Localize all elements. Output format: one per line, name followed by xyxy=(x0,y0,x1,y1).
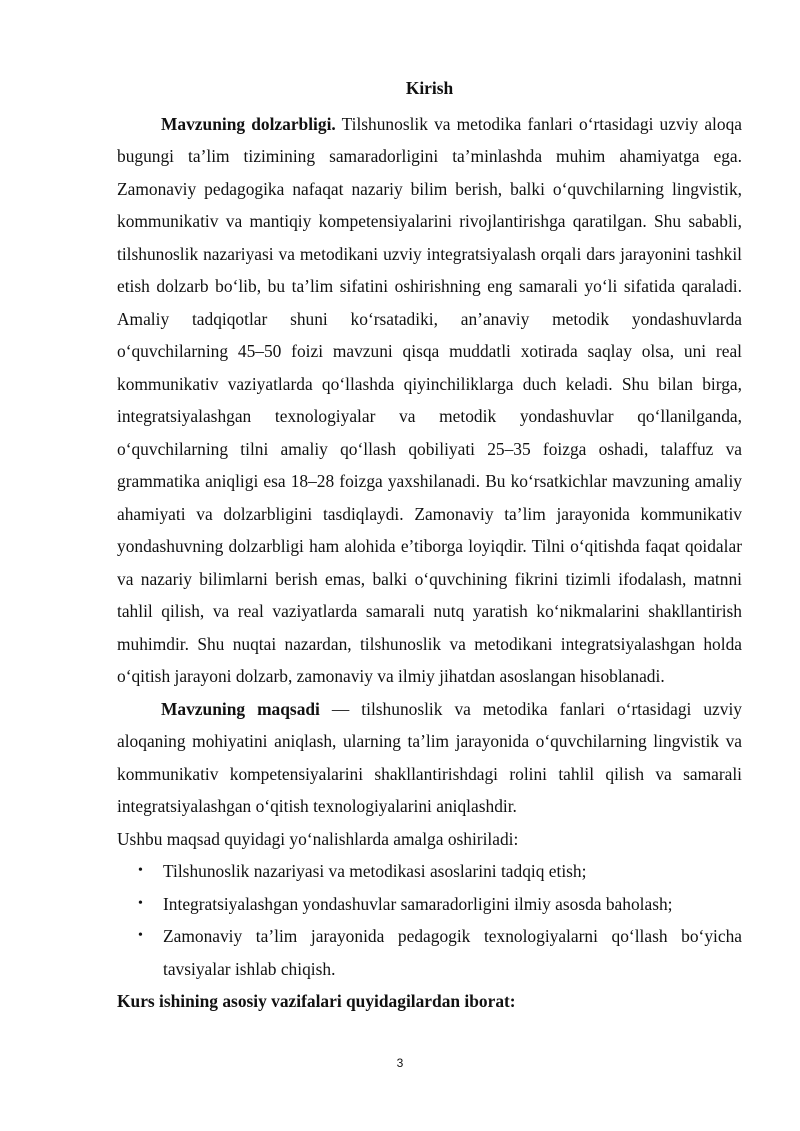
list-item-text: Integratsiyalashgan yondashuvlar samaradorligini ilmiy asosda baholash; xyxy=(163,893,673,914)
list-item-text: Tilshunoslik nazariyasi va metodikasi asoslarini tadqiq etish; xyxy=(163,861,587,881)
goal-bullet-list xyxy=(117,855,742,985)
page-number: 3 xyxy=(396,1056,404,1070)
relevance-lead: Mavzuning dolzarbligi. xyxy=(161,113,336,134)
list-item xyxy=(138,888,742,921)
tasks-heading: Kurs ishining asosiy vazifalari quyidagilardan iborat: xyxy=(117,991,516,1011)
list-item xyxy=(138,855,742,888)
goal-paragraph xyxy=(117,693,742,823)
bullet-icon: • xyxy=(138,928,143,943)
bullet-icon: • xyxy=(138,895,143,911)
list-item xyxy=(138,920,742,985)
goal-lead: Mavzuning maqsadi xyxy=(161,698,320,719)
section-heading: Kirish xyxy=(405,78,454,98)
intro-line: Ushbu maqsad quyidagi yoʻnalishlarda amalga oshiriladi: xyxy=(117,828,519,849)
relevance-paragraph xyxy=(117,108,742,693)
goal-text: — tilshunoslik va metodika fanlari oʻrtasidagi uzviy aloqaning mohiyatini aniqlash, ularning ta’lim jarayonida oʻquvchilarning lingvistik va kommunikativ kompetensiyalarini shakllantirishdagi rolini tahlil qilish va samarali integratsiyalashgan oʻqitish texnologiyalarini aniqlashdir. xyxy=(117,698,742,816)
list-item-text: Zamonaviy ta’lim jarayonida pedagogik texnologiyalarni qoʻllash boʻyicha tavsiyalar ishlab chiqish. xyxy=(163,926,742,979)
relevance-text: Tilshunoslik va metodika fanlari oʻrtasidagi uzviy aloqa bugungi ta’lim tizimining samaradorligini ta’minlashda muhim ahamiyatga ega. Zamonaviy pedagogika nafaqat nazariy bilim berish, balki oʻquvchilarning lingvistik, kommunikativ va mantiqiy kompetensiyalarini rivojlantirishga qaratilgan. Shu sababli, tilshunoslik nazariyasi va metodikani uzviy integratsiyalash orqali dars jarayonini tashkil etish dolzarb boʻlib, bu ta’lim sifatini oshirishning eng samarali yoʻli sifatida qaraladi. Amaliy tadqiqotlar shuni koʻrsatadiki, an’anaviy metodik yondashuvlarda oʻquvchilarning 45–50 foizi mavzuni qisqa muddatli xotirada saqlay olsa, uni real kommunikativ vaziyatlarda qoʻllashda qiyinchiliklarga duch keladi. Shu bilan birga, integratsiyalashgan texnologiyalar va metodik yondashuvlar qoʻllanilganda, oʻquvchilarning tilni amaliy qoʻllash qobiliyati 25–35 foizga oshadi, talaffuz va grammatika aniqligi esa 18–28 foizga yaxshilanadi. Bu koʻrsatkichlar mavzuning amaliy ahamiyati va dolzarbligini tasdiqlaydi. Zamonaviy ta’lim jarayonida kommunikativ yondashuvning dolzarbligi ham alohida e’tiborga loyiqdir. Tilni oʻqitishda faqat qoidalar va nazariy bilimlarni berish emas, balki oʻquvchining fikrini tizimli ifodalash, matnni tahlil qilish, va real vaziyatlarda samarali nutq yaratish koʻnikmalarini shakllantirish muhimdir. Shu nuqtai nazardan, tilshunoslik va metodikani integratsiyalashgan holda oʻqitish jarayoni dolzarb, zamonaviy va ilmiy jihatdan asoslangan hisoblanadi. xyxy=(117,113,742,686)
bullet-icon: • xyxy=(138,863,143,878)
page-content xyxy=(117,72,742,1018)
